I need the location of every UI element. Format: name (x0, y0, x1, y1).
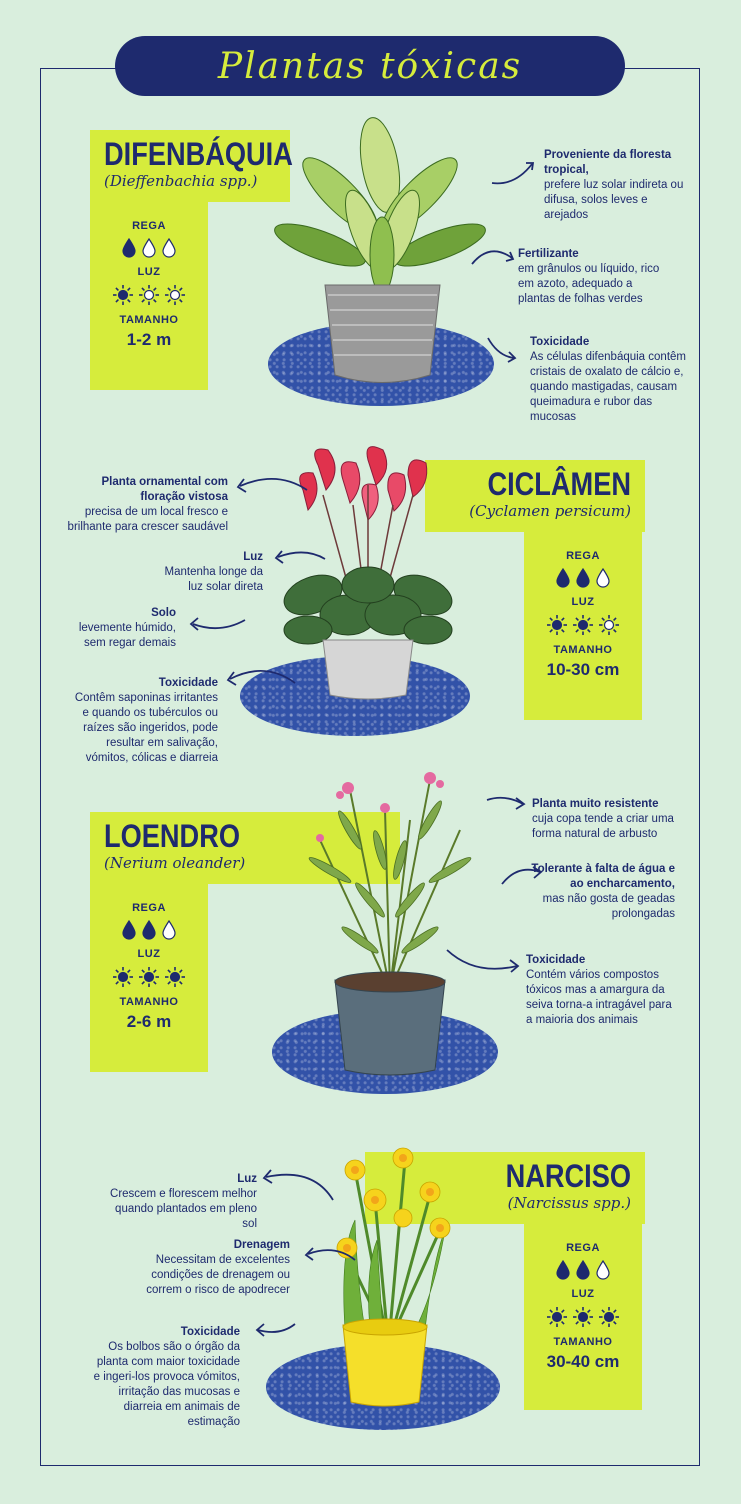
plant-name-band (90, 130, 293, 202)
note-toxicity: Toxicidade Os bolbos são o órgão da planta com maior toxicidade e ingeri-los provoca vómitos, irritação das mucosas e diarreia em animais de estimação (93, 1326, 240, 1428)
arrow-icon (486, 336, 526, 366)
sun-filled-icon (138, 966, 160, 988)
note-toxicity: Toxicidade Contêm saponinas irritantes e quando os tubérculos ou raízes são ingeridos, pode resultar em salivação, vómitos, cólicas e diarreia (74, 677, 218, 764)
title-banner (115, 36, 625, 96)
water-drop-filled-icon (121, 238, 137, 258)
sun-filled-icon (572, 1306, 594, 1328)
water-drop-empty-icon (595, 1260, 611, 1280)
arrow-icon (250, 1318, 300, 1343)
sun-empty-icon (164, 284, 186, 306)
page-title: Plantas tóxicas (217, 45, 523, 87)
note-resistant: Planta muito resistente cuja copa tende a criar uma forma natural de arbusto (532, 798, 674, 840)
care-box (524, 532, 642, 720)
rega-label: REGA (132, 902, 166, 914)
arrow-icon (270, 545, 330, 570)
water-drop-empty-icon (141, 238, 157, 258)
plant-scientific-name: (Narcissus spp.) (507, 1194, 631, 1212)
plant-name: LOENDRO (104, 818, 240, 854)
water-drop-filled-icon (575, 1260, 591, 1280)
note-tolerant: Tolerante à falta de água e ao encharcamento, mas não gosta de geadas prolongadas (531, 863, 675, 920)
sun-filled-icon (598, 1306, 620, 1328)
water-rating (90, 920, 208, 940)
water-drop-filled-icon (141, 920, 157, 940)
plant-scientific-name: (Nerium oleander) (104, 854, 246, 872)
dieffenbachia-illustration (270, 105, 500, 390)
light-rating (90, 966, 208, 988)
water-drop-empty-icon (595, 568, 611, 588)
plant-size: 10-30 cm (546, 660, 620, 679)
note-origin: Proveniente da floresta tropical, prefere luz solar indireta ou difusa, solos leves e arejados (544, 149, 684, 221)
arrow-icon (485, 792, 530, 817)
water-drop-filled-icon (555, 568, 571, 588)
tamanho-label: TAMANHO (553, 1336, 613, 1348)
arrow-icon (185, 612, 250, 637)
arrow-icon (300, 1244, 360, 1269)
water-rating (90, 238, 208, 258)
note-toxicity: Toxicidade As células difenbáquia contêm cristais de oxalato de cálcio e, quando mastigadas, causam queimadura e rubor das mucosas (530, 336, 686, 423)
light-rating (90, 284, 208, 306)
care-box (524, 1224, 642, 1410)
rega-label: REGA (566, 1242, 600, 1254)
luz-label: LUZ (571, 596, 595, 608)
water-drop-filled-icon (575, 568, 591, 588)
note-soil: Solo levemente húmido, sem regar demais (78, 607, 176, 649)
sun-filled-icon (546, 1306, 568, 1328)
plant-size: 1-2 m (126, 330, 172, 349)
arrow-icon (470, 242, 520, 272)
sun-filled-icon (546, 614, 568, 636)
sun-empty-icon (598, 614, 620, 636)
note-ornamental: Planta ornamental com floração vistosa precisa de um local fresco e brilhante para crescer saudável (67, 476, 228, 533)
luz-label: LUZ (137, 266, 161, 278)
care-box (90, 202, 208, 390)
sun-filled-icon (112, 966, 134, 988)
water-rating (524, 568, 642, 588)
water-rating (524, 1260, 642, 1280)
plant-name: DIFENBÁQUIA (104, 136, 293, 172)
arrow-icon (490, 158, 540, 188)
sun-empty-icon (138, 284, 160, 306)
plant-scientific-name: (Cyclamen persicum) (469, 502, 631, 520)
plant-name: CICLÂMEN (487, 466, 631, 502)
note-fertilizer: Fertilizante em grânulos ou líquido, rico em azoto, adequado a plantas de folhas verdes (518, 248, 660, 305)
arrow-icon (445, 946, 525, 976)
light-rating (524, 1306, 642, 1328)
rega-label: REGA (566, 550, 600, 562)
sun-filled-icon (572, 614, 594, 636)
tamanho-label: TAMANHO (553, 644, 613, 656)
plant-name: NARCISO (505, 1158, 631, 1194)
rega-label: REGA (132, 220, 166, 232)
plant-size: 2-6 m (126, 1012, 172, 1031)
arrow-icon (232, 470, 312, 500)
arrow-icon (220, 665, 300, 690)
water-drop-filled-icon (555, 1260, 571, 1280)
plant-size: 30-40 cm (546, 1352, 620, 1371)
water-drop-empty-icon (161, 238, 177, 258)
sun-filled-icon (112, 284, 134, 306)
luz-label: LUZ (137, 948, 161, 960)
note-toxicity: Toxicidade Contém vários compostos tóxicos mas a amargura da seiva torna-a intragável para a maioria dos animais (526, 954, 672, 1026)
plant-scientific-name: (Dieffenbachia spp.) (104, 172, 258, 190)
sun-filled-icon (164, 966, 186, 988)
water-drop-empty-icon (161, 920, 177, 940)
water-drop-filled-icon (121, 920, 137, 940)
light-rating (524, 614, 642, 636)
oleander-illustration (290, 750, 490, 1080)
arrow-icon (258, 1165, 338, 1205)
note-light: Luz Crescem e florescem melhor quando plantados em pleno sol (110, 1173, 257, 1230)
note-light: Luz Mantenha longe da luz solar direta (164, 551, 263, 593)
luz-label: LUZ (571, 1288, 595, 1300)
care-box (90, 884, 208, 1072)
note-drainage: Drenagem Necessitam de excelentes condições de drenagem ou correm o risco de apodrecer (146, 1239, 290, 1296)
tamanho-label: TAMANHO (119, 314, 179, 326)
tamanho-label: TAMANHO (119, 996, 179, 1008)
